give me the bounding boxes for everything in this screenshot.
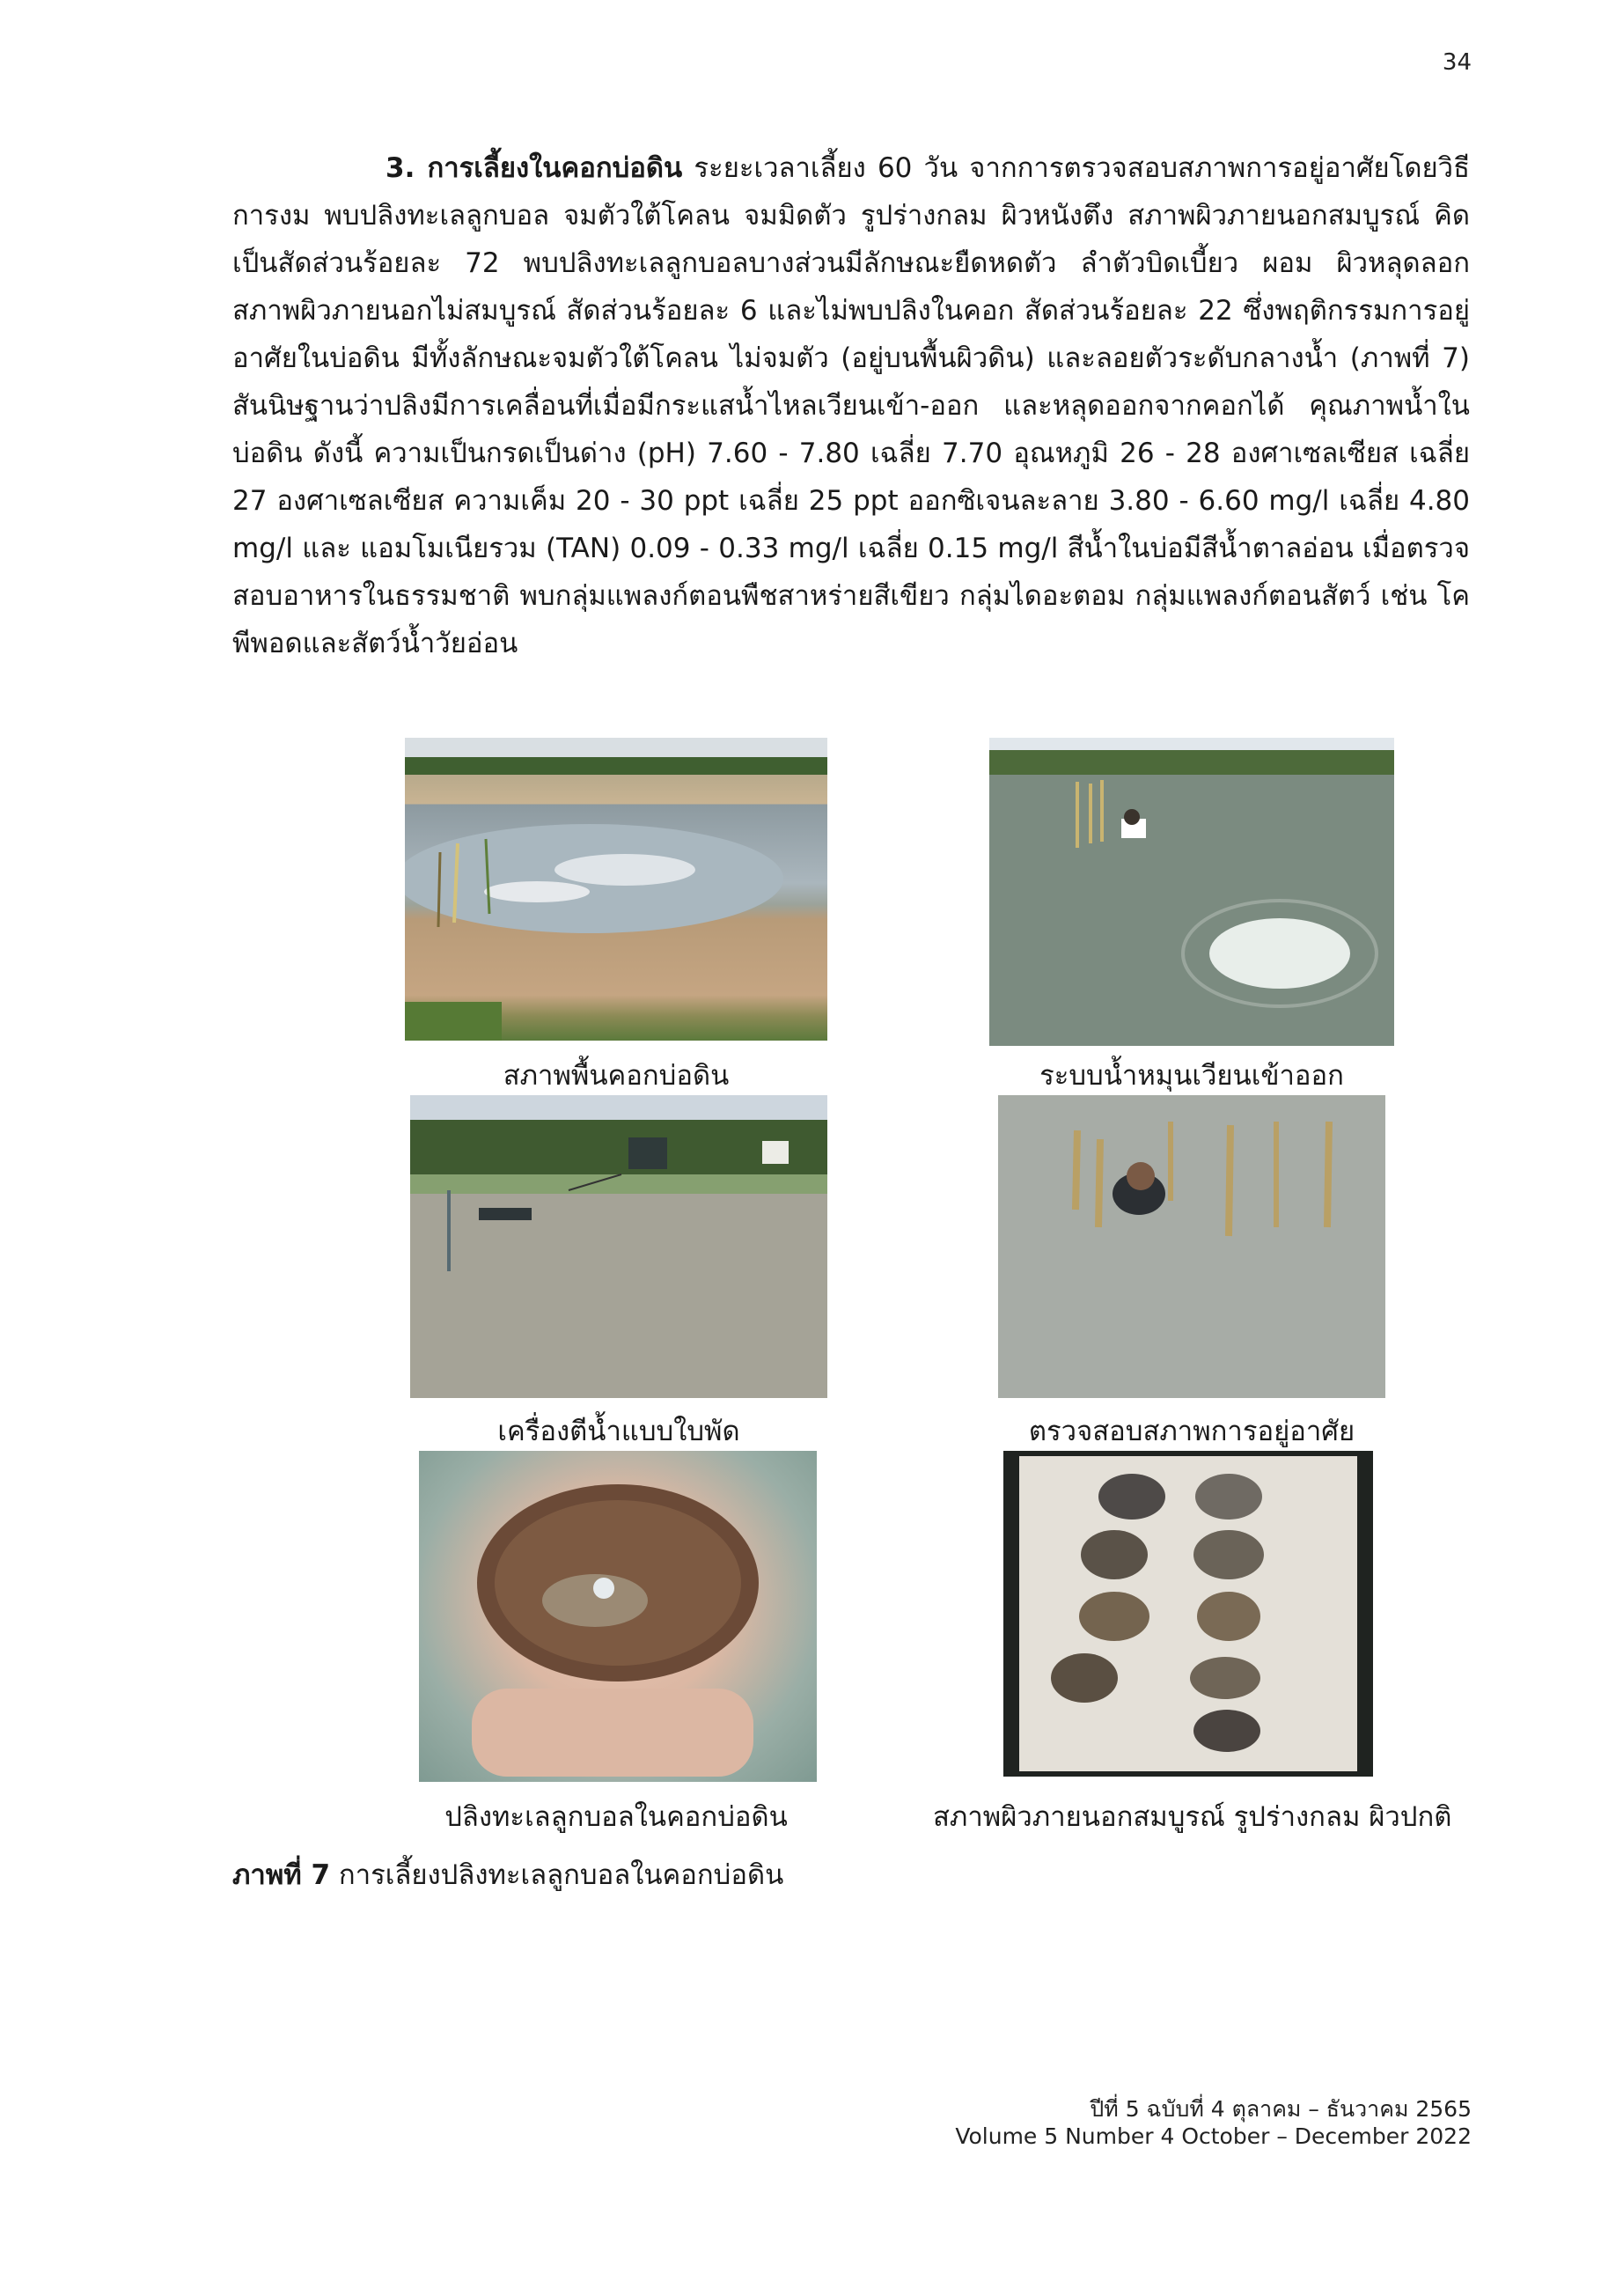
photo-paddle-aerator	[410, 1095, 827, 1398]
footer-english-issue: Volume 5 Number 4 October – December 2022	[955, 2123, 1472, 2149]
photo-habitat-inspection	[998, 1095, 1385, 1398]
caption-paddle-aerator: เครื่องตีน้ำแบบใบพัด	[497, 1416, 740, 1447]
abalone-tray-illustration	[1003, 1451, 1373, 1777]
figure-title: การเลี้ยงปลิงทะเลลูกบอลในคอกบ่อดิน	[330, 1859, 784, 1891]
abalone-in-hand-illustration	[419, 1451, 817, 1782]
caption-abalone-in-hand: ปลิงทะเลลูกบอลในคอกบ่อดิน	[444, 1801, 788, 1833]
caption-habitat-inspection: ตรวจสอบสภาพการอยู่อาศัย	[1028, 1416, 1355, 1447]
photo-water-circulation	[989, 738, 1394, 1046]
photo-pond-floor	[405, 738, 827, 1041]
photo-abalone-tray	[1003, 1451, 1373, 1777]
caption-pond-floor: สภาพพื้นคอกบ่อดิน	[503, 1060, 730, 1092]
paddle-aerator-illustration	[410, 1095, 827, 1398]
water-circulation-illustration	[989, 738, 1394, 1046]
footer-thai-issue: ปีที่ 5 ฉบับที่ 4 ตุลาคม – ธันวาคม 2565	[1090, 2096, 1472, 2122]
body-paragraph	[232, 144, 1470, 667]
figure-number: ภาพที่ 7	[232, 1859, 331, 1891]
photo-abalone-in-hand	[419, 1451, 817, 1782]
habitat-inspection-illustration	[998, 1095, 1385, 1398]
pond-floor-illustration	[405, 738, 827, 1041]
paragraph-text: ระยะเวลาเลี้ยง 60 วัน จากการตรวจสอบสภาพการอยู่อาศัยโดยวิธีการงม พบปลิงทะเลลูกบอล จมตัวใต้โคลน จมมิดตัว รูปร่างกลม ผิวหนังตึง สภาพผิวภายนอกสมบูรณ์ คิดเป็นสัดส่วนร้อยละ 72 พบปลิงทะเลลูกบอลบางส่วนมีลักษณะยืดหดตัว ลำตัวบิดเบี้ยว ผอม ผิวหลุดลอก สภาพผิวภายนอกไม่สมบูรณ์ สัดส่วนร้อยละ 6 และไม่พบปลิงในคอก สัดส่วนร้อยละ 22 ซึ่งพฤติกรรมการอยู่อาศัยในบ่อดิน มีทั้งลักษณะจมตัวใต้โคลน ไม่จมตัว (อยู่บนพื้นผิวดิน) และลอยตัวระดับกลางน้ำ (ภาพที่ 7) สันนิษฐานว่าปลิงมีการเคลื่อนที่เมื่อมีกระแสน้ำไหลเวียนเข้า-ออก และหลุดออกจากคอกได้ คุณภาพน้ำในบ่อดิน ดังนี้ ความเป็นกรดเป็นด่าง (pH) 7.60 - 7.80 เฉลี่ย 7.70 อุณหภูมิ 26 - 28 องศาเซลเซียส เฉลี่ย 27 องศาเซลเซียส ความเค็ม 20 - 30 ppt เฉลี่ย 25 ppt ออกซิเจนละลาย 3.80 - 6.60 mg/l เฉลี่ย 4.80 mg/l และ แอมโมเนียรวม (TAN) 0.09 - 0.33 mg/l เฉลี่ย 0.15 mg/l สีน้ำในบ่อมีสีน้ำตาลอ่อน เมื่อตรวจสอบอาหารในธรรมชาติ พบกลุ่มแพลงก์ตอนพืชสาหร่ายสีเขียว กลุ่มไดอะตอม กลุ่มแพลงก์ตอนสัตว์ เช่น โคพีพอดและสัตว์น้ำวัยอ่อน	[232, 152, 1470, 659]
figure-caption	[232, 1852, 783, 1896]
page-number: 34	[1442, 49, 1472, 76]
section-heading: 3. การเลี้ยงในคอกบ่อดิน	[386, 152, 683, 184]
caption-abalone-tray: สภาพผิวภายนอกสมบูรณ์ รูปร่างกลม ผิวปกติ	[933, 1801, 1452, 1833]
caption-water-circulation: ระบบน้ำหมุนเวียนเข้าออก	[1039, 1060, 1344, 1092]
